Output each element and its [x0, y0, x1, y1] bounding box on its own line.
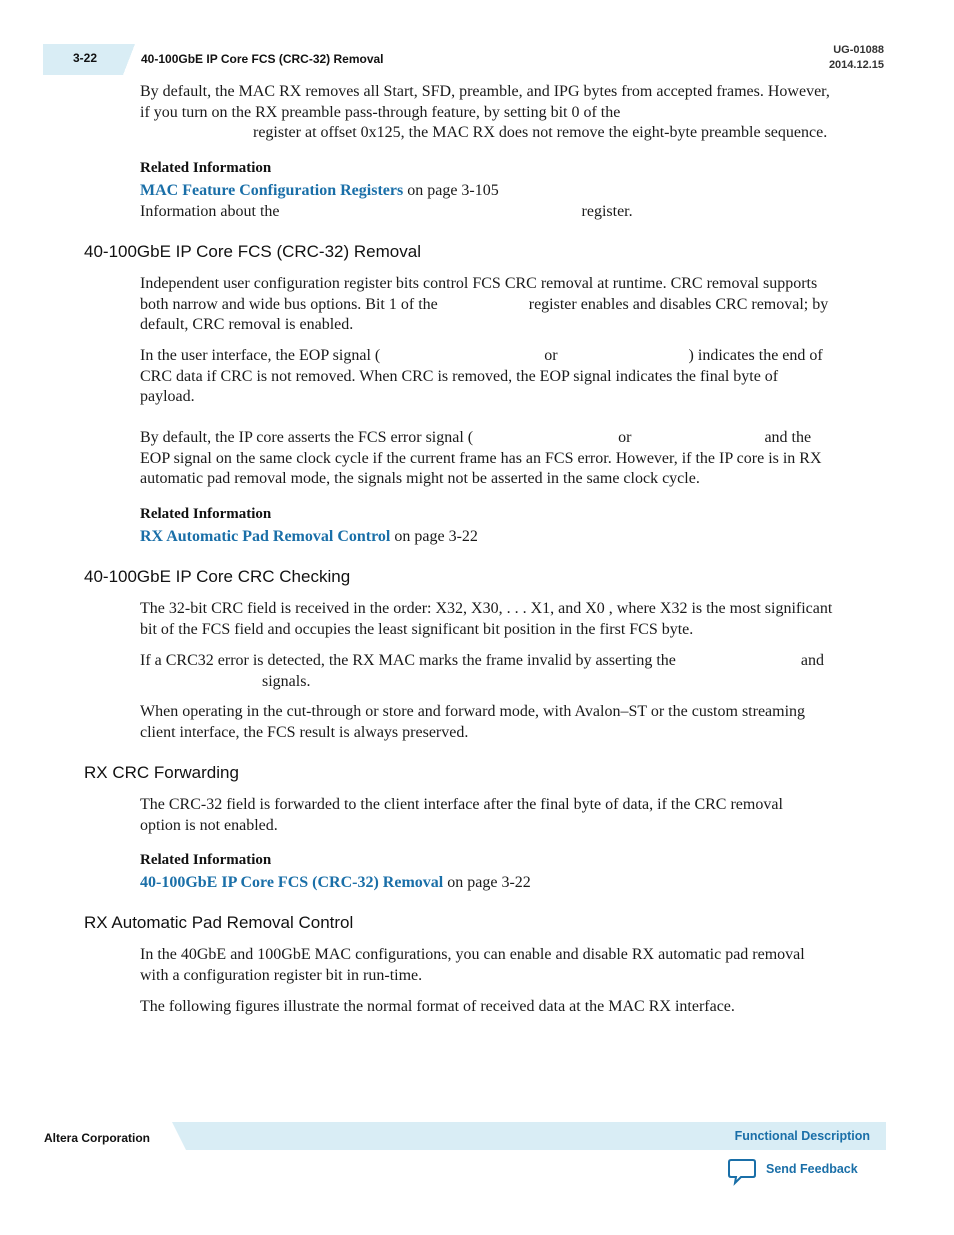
related-info-label: Related Information	[140, 852, 272, 868]
text-line: bit of the FCS field and occupies the least significant bit position in the first FCS byte.	[140, 620, 694, 638]
crc-paragraph-2	[140, 651, 872, 692]
text-fragment: If a CRC32 error is detected, the RX MAC marks the frame invalid by asserting the	[140, 652, 676, 669]
section-heading-fcs-removal: 40-100GbE IP Core FCS (CRC-32) Removal	[84, 242, 421, 261]
related-desc-a: Information about the	[140, 202, 280, 220]
pad-removal-paragraph-1	[140, 945, 872, 986]
text-fragment: ) indicates the end of	[688, 347, 823, 364]
footer-chapter-link[interactable]: Functional Description	[734, 1129, 870, 1143]
text-line: with a configuration register bit in run-time.	[140, 966, 423, 984]
text-fragment: In the user interface, the EOP signal (	[140, 347, 381, 364]
text-fragment: register enables and disables CRC removal; by	[528, 295, 829, 313]
fcs-paragraph-2	[140, 346, 872, 408]
text-line: By default, the MAC RX removes all Start, SFD, preamble, and IPG bytes from accepted frames. However,	[140, 83, 830, 100]
footer-company: Altera Corporation	[44, 1131, 151, 1145]
link-mac-feature-config-registers[interactable]: MAC Feature Configuration Registers	[140, 182, 404, 199]
text-line: EOP signal on the same clock cycle if the current frame has an FCS error. However, if the IP core is in RX	[140, 449, 822, 467]
text-line: if you turn on the RX preamble pass-through feature, by setting bit 0 of the	[140, 103, 621, 121]
fcs-paragraph-3	[140, 428, 872, 490]
fcs-paragraph-1	[140, 274, 872, 336]
link-fcs-crc32-removal[interactable]: 40-100GbE IP Core FCS (CRC-32) Removal	[140, 874, 444, 891]
link-page-ref: on page 3-22	[390, 528, 478, 545]
related-info-entry	[140, 527, 872, 548]
speech-bubble-icon	[727, 1158, 757, 1186]
forwarding-paragraph	[140, 795, 872, 836]
text-fragment: By default, the IP core asserts the FCS error signal (	[140, 429, 474, 446]
related-info-label: Related Information	[140, 160, 272, 176]
related-info-entry	[140, 181, 872, 222]
intro-paragraph	[140, 82, 872, 144]
text-fragment: and the	[764, 429, 812, 446]
text-line: When operating in the cut-through or store and forward mode, with Avalon–ST or the custom streaming	[140, 703, 806, 720]
related-info-label: Related Information	[140, 506, 272, 522]
text-line: The 32-bit CRC field is received in the order: X32, X30, . . . X1, and X0 , where X32 is the most significant	[140, 600, 833, 617]
doc-id: UG-01088	[833, 44, 884, 56]
running-title: 40-100GbE IP Core FCS (CRC-32) Removal	[141, 52, 384, 66]
text-line: client interface, the FCS result is always preserved.	[140, 723, 469, 741]
pad-removal-paragraph-2	[140, 997, 872, 1018]
text-line: payload.	[140, 388, 195, 405]
section-heading-crc-checking: 40-100GbE IP Core CRC Checking	[84, 567, 351, 586]
section-heading-rx-pad-removal: RX Automatic Pad Removal Control	[84, 913, 354, 932]
text-line: CRC data if CRC is not removed. When CRC is removed, the EOP signal indicates the final byte of	[140, 367, 779, 385]
related-info-entry	[140, 873, 872, 894]
link-page-ref: on page 3-22	[443, 874, 531, 891]
text-fragment: or	[544, 347, 558, 364]
related-desc-b: register.	[581, 202, 633, 220]
text-line: automatic pad removal mode, the signals might not be asserted in the same clock cycle.	[140, 470, 700, 487]
crc-paragraph-1	[140, 599, 872, 640]
text-line: The CRC-32 field is forwarded to the client interface after the final byte of data, if the CRC removal	[140, 796, 783, 813]
page-number: 3-22	[73, 51, 98, 65]
link-page-ref: on page 3-105	[403, 182, 499, 199]
text-line: The following figures illustrate the normal format of received data at the MAC RX interface.	[140, 998, 735, 1015]
crc-paragraph-3	[140, 702, 872, 743]
send-feedback-button[interactable]	[727, 1158, 858, 1188]
link-rx-automatic-pad-removal[interactable]: RX Automatic Pad Removal Control	[140, 528, 391, 545]
text-fragment: both narrow and wide bus options. Bit 1 of the	[140, 295, 438, 313]
text-line: option is not enabled.	[140, 816, 278, 834]
text-line: default, CRC removal is enabled.	[140, 316, 354, 333]
section-heading-rx-crc-forwarding: RX CRC Forwarding	[84, 763, 239, 782]
doc-date: 2014.12.15	[828, 59, 884, 71]
text-line: signals.	[262, 672, 311, 690]
text-line: In the 40GbE and 100GbE MAC configurations, you can enable and disable RX automatic pad removal	[140, 946, 805, 963]
text-fragment: and	[800, 652, 824, 669]
text-fragment: or	[618, 429, 632, 446]
text-line: register at offset 0x125, the MAC RX does not remove the eight-byte preamble sequence.	[253, 124, 828, 141]
doc-info	[829, 43, 884, 73]
text-line: Independent user configuration register bits control FCS CRC removal at runtime. CRC removal supports	[140, 275, 818, 292]
send-feedback-label: Send Feedback	[766, 1162, 858, 1176]
